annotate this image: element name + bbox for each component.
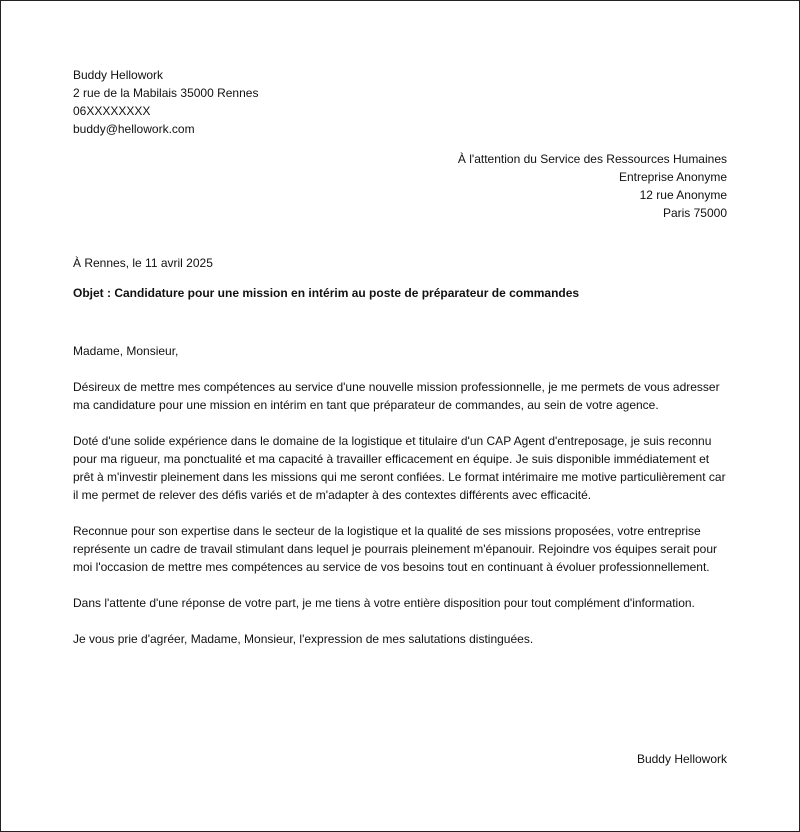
- sender-phone: 06XXXXXXXX: [73, 104, 151, 118]
- signature: Buddy Hellowork: [636, 752, 727, 766]
- recipient-attention: À l'attention du Service des Ressources Humaines: [457, 152, 727, 166]
- body-paragraph: Dans l'attente d'une réponse de votre part, je me tiens à votre entière disposition pour tout complément d'information.: [73, 596, 695, 610]
- recipient-block: [458, 150, 727, 222]
- body-paragraph: Désireux de mettre mes compétences au service d'une nouvelle mission professionnelle, je me permets de vous adresser ma candidature pour une mission en intérim en tant que préparateur de commandes, au sein de votre agence.: [73, 380, 720, 412]
- sender-email: buddy@hellowork.com: [73, 122, 195, 136]
- sender-name: Buddy Hellowork: [73, 68, 164, 82]
- recipient-street: 12 rue Anonyme: [639, 188, 727, 202]
- letter-body: [73, 342, 729, 666]
- sender-address: 2 rue de la Mabilais 35000 Rennes: [73, 86, 259, 100]
- body-paragraph: Reconnue pour son expertise dans le secteur de la logistique et la qualité de ses missions proposées, votre entreprise représente un cadre de travail stimulant dans lequel je pourrais pleinement m'épanouir. Rejoindre vos équipes serait pour moi l'occasion de mettre mes compétences au service de vos besoins tout en continuant à évoluer professionnellement.: [73, 524, 717, 574]
- recipient-city: Paris 75000: [662, 206, 727, 220]
- salutation: Madame, Monsieur,: [73, 344, 179, 358]
- sender-block: [73, 66, 258, 138]
- recipient-company: Entreprise Anonyme: [618, 170, 727, 184]
- body-paragraph: Doté d'une solide expérience dans le domaine de la logistique et titulaire d'un CAP Agent d'entreposage, je suis reconnu pour ma rigueur, ma ponctualité et ma capacité à travailler efficacement en équipe. Je suis disponible immédiatement et prêt à m'investir pleinement dans les missions qui me seront confiées. Le format intérimaire me motive particulièrement car il me permet de relever des défis variés et de m'adapter à des contextes différents avec efficacité.: [73, 434, 726, 502]
- letter-date: À Rennes, le 11 avril 2025: [73, 256, 213, 270]
- letter-subject: Objet : Candidature pour une mission en intérim au poste de préparateur de commandes: [73, 286, 580, 300]
- closing-paragraph: Je vous prie d'agréer, Madame, Monsieur, l'expression de mes salutations distinguées.: [73, 632, 534, 646]
